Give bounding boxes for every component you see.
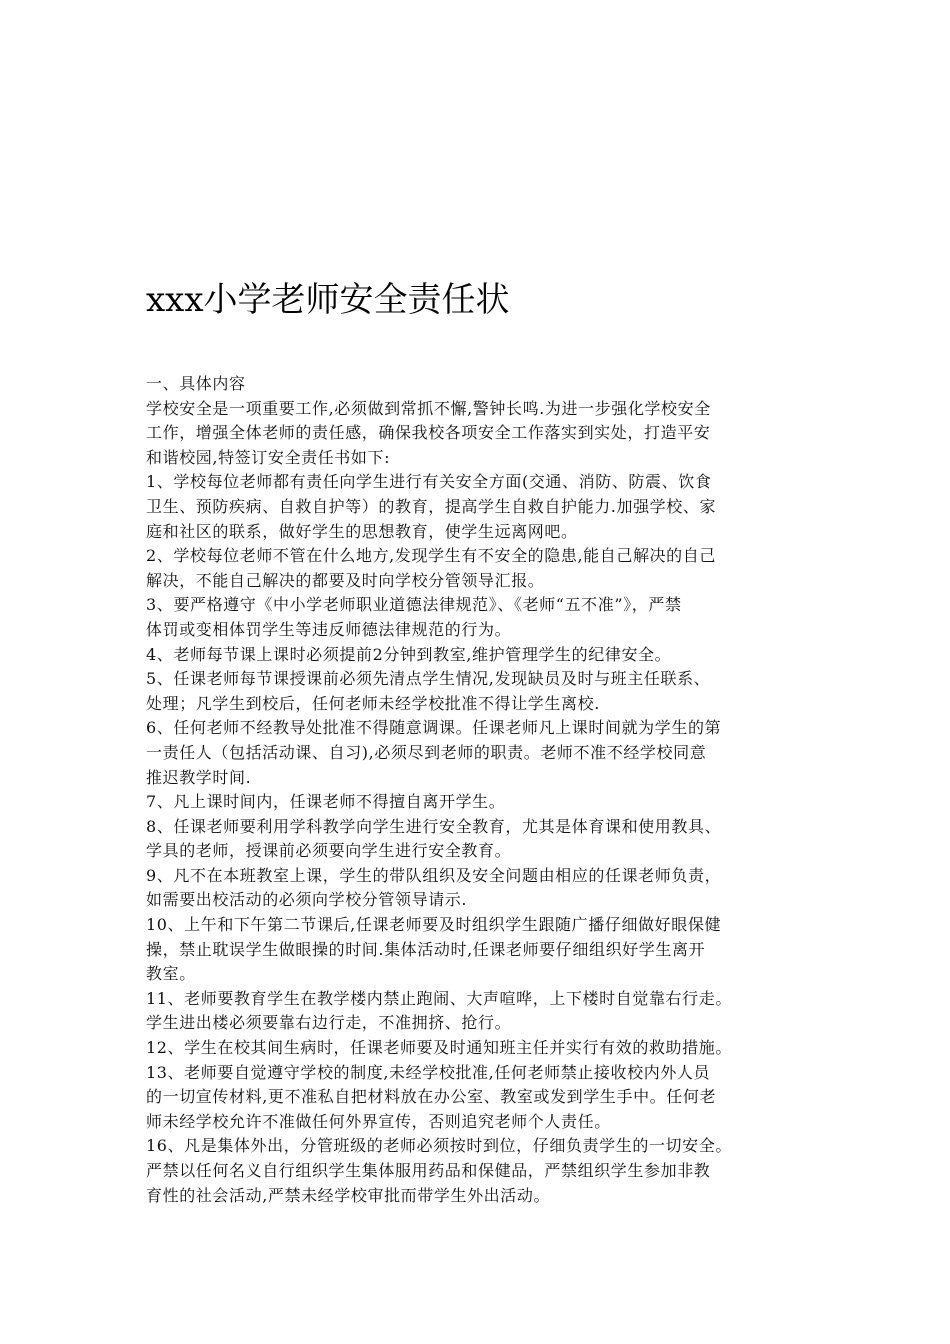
body-line: 和谐校园,特签订安全责任书如下:	[146, 447, 391, 467]
section-heading: 一、具体内容	[146, 374, 246, 393]
item-16-line: 育性的社会活动,严禁未经学校审批而带学生外出活动。	[146, 1185, 551, 1205]
item-10-line: 10、上午和下午第二节课后,任课老师要及时组织学生跟随广播仔细做好眼保健	[146, 915, 722, 935]
item-2-line: 解决，不能自己解决的都要及时向学校分管领导汇报。	[146, 570, 545, 590]
item-1-line: 1、学校每位老师都有责任向学生进行有关安全方面(交通、消防、防震、饮食	[146, 472, 712, 492]
item-6-line: 一责任人（包括活动课、自习),必须尽到老师的职责。老师不准不经学校同意	[146, 742, 707, 762]
item-11-line: 学生进出楼必须要靠右边行走，不准拥挤、抢行。	[146, 1013, 512, 1033]
item-5-line: 处理；凡学生到校后，任何老师未经学校批准不得让学生离校.	[146, 693, 600, 713]
item-9-line: 如需要出校活动的必须向学校分管领导请示.	[146, 890, 468, 910]
item-13-line: 13、老师要自觉遵守学校的制度,未经学校批准,任何老师禁止接收校内外人员	[146, 1062, 711, 1082]
item-4-line: 4、老师每节课上课时必须提前2分钟到教室,维护管理学生的纪律安全。	[146, 644, 672, 664]
body-line: 学校安全是一项重要工作,必须做到常抓不懈,警钟长鸣.为进一步强化学校安全	[146, 398, 711, 418]
document-title: xxx小学老师安全责任状	[146, 280, 510, 320]
item-10-line: 教室。	[146, 964, 196, 984]
item-3-line: 体罚或变相体罚学生等违反师德法律规范的行为。	[146, 619, 512, 639]
item-16-line: 严禁以任何名义自行组织学生集体服用药品和保健品，严禁组织学生参加非教	[146, 1161, 711, 1180]
item-8-line: 8、任课老师要利用学科教学向学生进行安全教育，尤其是体育课和使用教具、	[146, 816, 722, 836]
item-16-line: 16、凡是集体外出，分管班级的老师必须按时到位，仔细负责学生的一切安全。	[146, 1136, 732, 1156]
item-12-line: 12、学生在校其间生病时，任课老师要及时通知班主任并实行有效的救助措施。	[146, 1038, 732, 1058]
item-10-line: 操，禁止耽误学生做眼操的时间.集体活动时,任课老师要仔细组织好学生离开	[146, 939, 706, 959]
item-13-line: 师未经学校允许不准做任何外界宣传，否则追究老师个人责任。	[146, 1111, 611, 1131]
item-3-line: 3、要严格遵守《中小学老师职业道德法律规范》、《老师“五不准”》，严禁	[146, 595, 682, 615]
document-body	[146, 372, 826, 1208]
item-1-line: 卫生、预防疾病、自救自护等）的教育，提高学生自救自护能力.加强学校、家	[146, 496, 717, 516]
item-13-line: 的一切宣传材料,更不准私自把材料放在办公室、教室或发到学生手中。任何老	[146, 1087, 717, 1107]
item-6-line: 推迟教学时间.	[146, 767, 252, 787]
item-9-line: 9、凡不在本班教室上课，学生的带队组织及安全问题由相应的任课老师负责，	[146, 865, 722, 885]
item-7-line: 7、凡上课时间内，任课老师不得擅自离开学生。	[146, 792, 506, 812]
item-1-line: 庭和社区的联系，做好学生的思想教育，使学生远离网吧。	[146, 521, 578, 541]
item-6-line: 6、任何老师不经教导处批准不得随意调课。任课老师凡上课时间就为学生的第	[146, 718, 722, 738]
item-11-line: 11、老师要教育学生在教学楼内禁止跑闹、大声喧哗，上下楼时自觉靠右行走。	[146, 988, 732, 1008]
item-8-line: 学具的老师，授课前必须要向学生进行安全教育。	[146, 841, 512, 861]
body-line: 工作，增强全体老师的责任感，确保我校各项安全工作落实到实处，打造平安	[146, 423, 711, 443]
item-5-line: 5、任课老师每节课授课前必须先清点学生情况,发现缺员及时与班主任联系、	[146, 669, 711, 689]
item-2-line: 2、学校每位老师不管在什么地方,发现学生有不安全的隐患,能自己解决的自己	[146, 546, 716, 566]
